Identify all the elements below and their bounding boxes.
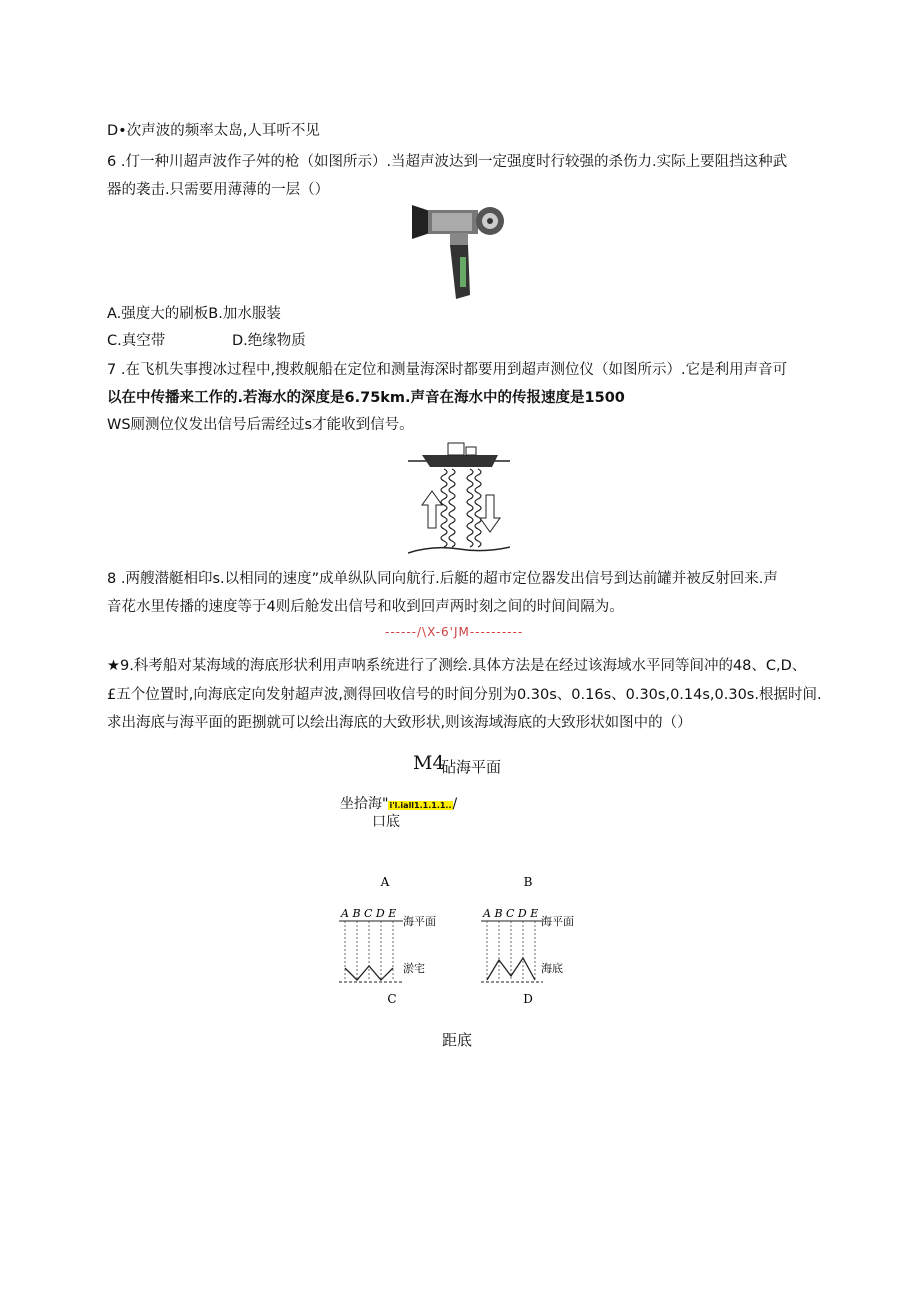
q7-stem-line1: 7 .在飞机失事搜冰过程中,搜救舰船在定位和测量海深时都要用到超声测位仪（如图所示）.它是利用声音可: [107, 362, 788, 378]
sonic-gun-image: [410, 197, 505, 300]
figure-title-sea-level: 砧海平面: [441, 758, 502, 776]
sea-level-label-left: 海平面: [403, 915, 436, 928]
q9-stem-line3: 求出海底与海平面的距捌就可以绘出海底的大致形状,则该海域海底的大致形状如图中的（）: [107, 715, 692, 731]
option-label-d: D: [523, 992, 533, 1006]
garble-highlight: i'l.iall1.1.1.1..: [389, 801, 452, 810]
q6-option-d: D.绝缘物质: [232, 333, 306, 349]
garble-text: 坐拾海": [340, 796, 389, 812]
seabed-label-left: 淤宅: [403, 962, 425, 975]
q8-stem-line2: 音花水里传播的速度等于4则后舱发出信号和收到回声两时刻之间的时间间隔为。: [107, 599, 624, 615]
sonar-ship-image: [408, 433, 510, 560]
seabed-options-diagram: [335, 872, 585, 1008]
q9-stem-line1: ★9.科考船对某海域的海底形状利用声呐系统进行了测绘.具体方法是在经过该海域水平同等间冲的48、C,D、: [107, 658, 807, 674]
figure-title-big: M4: [413, 752, 445, 774]
figure-caption: 距底: [442, 1031, 473, 1049]
q6-options-ab: A.强度大的刷板B.加水服装: [107, 306, 281, 322]
q7-stem-line2: 以在中传播来工作的.若海水的深度是6.75km.声音在海水中的传报速度是1500: [107, 390, 625, 406]
q7-stem-line3: WS厕测位仪发出信号后需经过s才能收到信号。: [107, 417, 414, 433]
option-label-a: A: [380, 875, 390, 889]
q8-stem-line1: 8 .两艘潜艇相印s.以相同的速度”成单纵队同向航行.后艇的超市定位器发出信号到达前罐并被反射回来.声: [107, 571, 778, 587]
figure-garbled-line: [340, 793, 457, 813]
garble-tail: /: [452, 796, 458, 812]
sea-level-label-right: 海平面: [541, 915, 574, 928]
q9-stem-line2: £五个位置时,向海底定向发射超声波,测得回收信号的时间分别为0.30s、0.16s、0.30s,0.14s,0.30s.根据时间.: [107, 687, 822, 703]
figure-seabed-label: 口底: [372, 814, 400, 830]
q6-stem-line1: 6 .仃一种川超声波作子舛的枪（如图所示）.当超声波达到一定强度时行较强的杀伤力.实际上要阻挡这种武: [107, 154, 788, 170]
q5-option-d: D•次声波的频率太岛,人耳听不见: [107, 123, 320, 139]
option-label-b: B: [523, 875, 533, 889]
point-letters-left: A B C D E: [341, 907, 397, 920]
q6-option-c: C.真空带: [107, 333, 166, 349]
point-letters-right: A B C D E: [483, 907, 539, 920]
seabed-label-right: 海底: [541, 962, 563, 975]
q6-stem-line2: 器的袭击.只需要用薄薄的一层（）: [107, 182, 330, 198]
option-label-c: C: [387, 992, 397, 1006]
section-separator: ------/\X-6'JM----------: [385, 625, 524, 639]
